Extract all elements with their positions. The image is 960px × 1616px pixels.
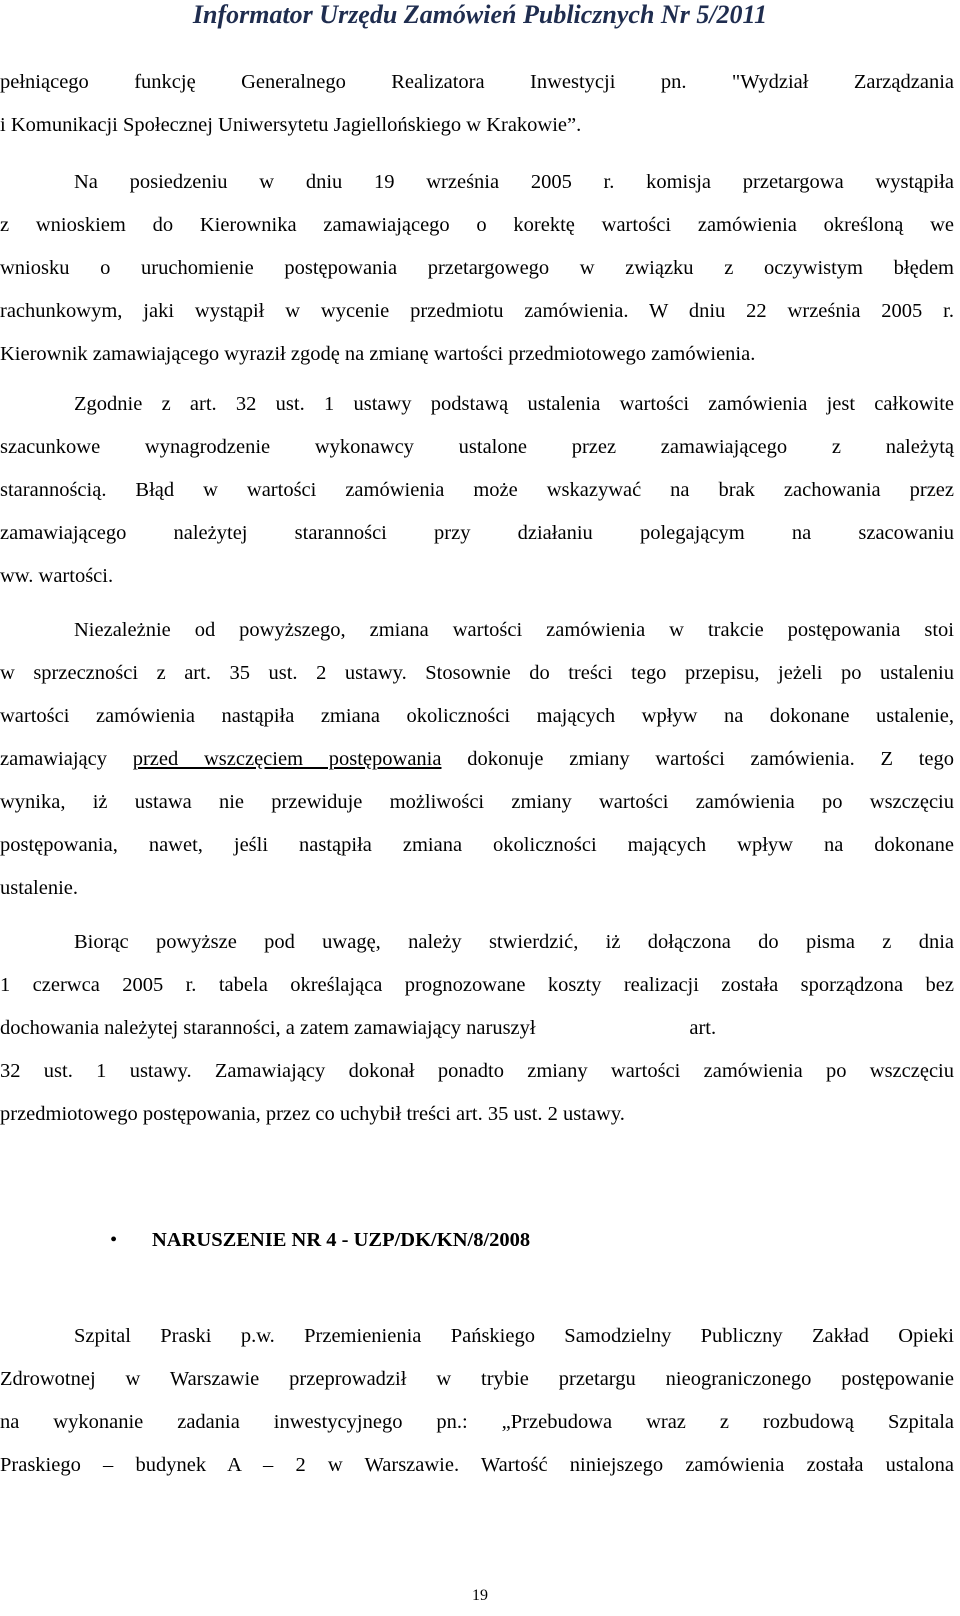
text-line: Zdrowotnej w Warszawie przeprowadził w trybie przetargu nieograniczonego postępowanie: [0, 1368, 954, 1390]
text-line: przedmiotowego postępowania, przez co uchybił treści art. 35 ust. 2 ustawy.: [0, 1103, 625, 1125]
text-line: Praskiego – budynek A – 2 w Warszawie. Wartość niniejszego zamówienia została ustalona: [0, 1454, 954, 1476]
text-line: Niezależnie od powyższego, zmiana wartości zamówienia w trakcie postępowania stoi: [74, 619, 954, 641]
heading-text: NARUSZENIE NR 4 - UZP/DK/KN/8/2008: [152, 1229, 531, 1251]
text-line: Na posiedzeniu w dniu 19 września 2005 r. komisja przetargowa wystąpiła: [74, 171, 954, 193]
text-line: dochowania należytej staranności, a zatem zamawiający naruszył art.: [0, 1017, 717, 1039]
text-line: ustalenie.: [0, 877, 78, 899]
text-line: zamawiającego należytej staranności przy działaniu polegającym na szacowaniu: [0, 522, 954, 544]
text-line: ww. wartości.: [0, 565, 114, 587]
text-line: wartości zamówienia nastąpiła zmiana okoliczności mających wpływ na dokonane ustalenie,: [0, 705, 954, 727]
text-segment: dokonuje zmiany wartości zamówienia. Z tego: [441, 748, 955, 770]
text-line: w sprzeczności z art. 35 ust. 2 ustawy. Stosownie do treści tego przepisu, jeżeli po ustaleniu: [0, 662, 954, 684]
text-line: pełniącego funkcję Generalnego Realizatora Inwestycji pn. "Wydział Zarządzania: [0, 71, 954, 93]
text-line: Szpital Praski p.w. Przemienienia Pańskiego Samodzielny Publiczny Zakład Opieki: [74, 1325, 954, 1347]
text-line: postępowania, nawet, jeśli nastąpiła zmiana okoliczności mających wpływ na dokonane: [0, 834, 954, 856]
text-segment: zamawiający: [0, 748, 133, 770]
text-line: i Komunikacji Społecznej Uniwersytetu Jagiellońskiego w Krakowie”.: [0, 114, 582, 136]
text-line: wniosku o uruchomienie postępowania przetargowego w związku z oczywistym błędem: [0, 257, 954, 279]
text-line: rachunkowym, jaki wystąpił w wycenie przedmiotu zamówienia. W dniu 22 września 2005 r.: [0, 300, 954, 322]
text-line: na wykonanie zadania inwestycyjnego pn.: „Przebudowa wraz z rozbudową Szpitala: [0, 1411, 954, 1433]
text-line: szacunkowe wynagrodzenie wykonawcy ustalone przez zamawiającego z należytą: [0, 436, 954, 458]
page-number: 19: [472, 1587, 488, 1604]
document-header: Informator Urzędu Zamówień Publicznych Nr 5/2011: [192, 0, 768, 29]
text-line: 1 czerwca 2005 r. tabela określająca prognozowane koszty realizacji została sporządzona bez: [0, 974, 954, 996]
text-line: wynika, iż ustawa nie przewiduje możliwości zmiany wartości zamówienia po wszczęciu: [0, 791, 954, 813]
underlined-phrase: przed wszczęciem postępowania: [132, 748, 442, 770]
text-line: z wnioskiem do Kierownika zamawiającego o korektę wartości zamówienia określoną we: [0, 214, 954, 236]
text-line: [0, 746, 954, 772]
text-line: 32 ust. 1 ustawy. Zamawiający dokonał ponadto zmiany wartości zamówienia po wszczęciu: [0, 1060, 954, 1082]
text-line: Zgodnie z art. 32 ust. 1 ustawy podstawą ustalenia wartości zamówienia jest całkowite: [74, 393, 954, 415]
text-line: Biorąc powyższe pod uwagę, należy stwierdzić, iż dołączona do pisma z dnia: [74, 931, 954, 953]
text-line: Kierownik zamawiającego wyraził zgodę na zmianę wartości przedmiotowego zamówienia.: [0, 343, 756, 365]
bullet-icon: •: [110, 1229, 118, 1251]
text-line: starannością. Błąd w wartości zamówienia może wskazywać na brak zachowania przez: [0, 479, 954, 501]
